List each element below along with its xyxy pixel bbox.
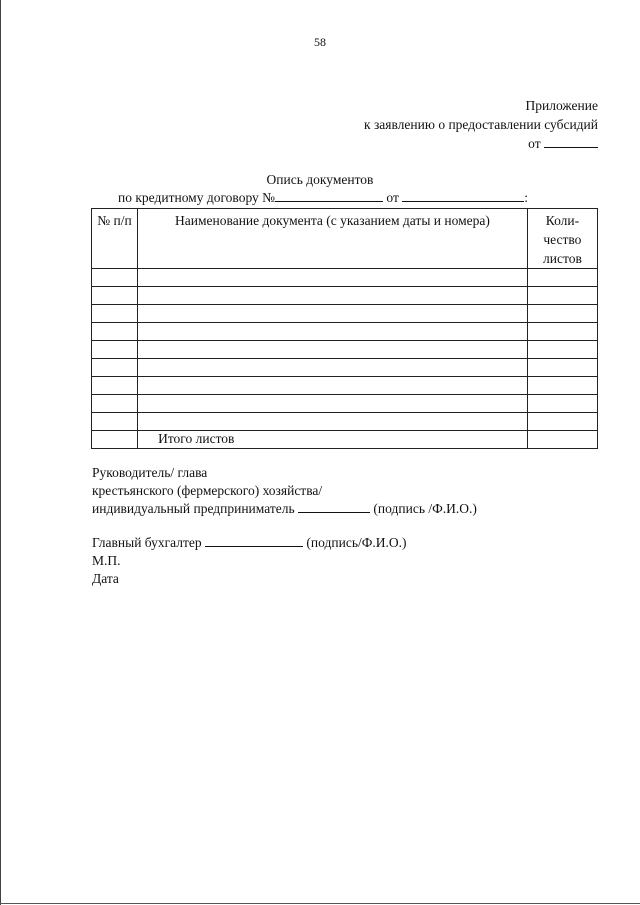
table-header-row — [92, 209, 598, 269]
table-cell — [138, 323, 528, 341]
table-row — [92, 305, 598, 323]
contract-number-blank — [275, 189, 383, 202]
header-number: № п/п — [92, 209, 138, 269]
table-cell — [138, 395, 528, 413]
table-cell — [138, 377, 528, 395]
table-row — [92, 341, 598, 359]
documents-table — [91, 208, 598, 449]
table-cell — [92, 431, 138, 449]
accountant-signature-line — [92, 534, 477, 552]
accountant-signature-caption: (подпись/Ф.И.О.) — [306, 535, 407, 550]
header-document-name: Наименование документа (с указанием даты и номера) — [138, 209, 528, 269]
table-cell — [138, 341, 528, 359]
table-cell — [92, 305, 138, 323]
table-total-row — [92, 431, 598, 449]
table-cell — [527, 269, 597, 287]
table-cell — [92, 377, 138, 395]
appendix-header — [364, 96, 598, 153]
table-row — [92, 269, 598, 287]
table-cell — [527, 395, 597, 413]
table-row — [92, 359, 598, 377]
subtitle-contract-label: по кредитному договору № — [118, 190, 276, 205]
head-signature-caption: (подпись /Ф.И.О.) — [373, 501, 477, 516]
table-cell — [92, 413, 138, 431]
signature-block — [92, 464, 477, 588]
page-number: 58 — [314, 35, 326, 49]
document-subtitle — [118, 189, 528, 206]
head-signature-line — [92, 500, 477, 518]
contract-date-blank — [402, 189, 524, 202]
table-cell — [527, 377, 597, 395]
table-cell — [527, 413, 597, 431]
table-cell — [527, 287, 597, 305]
table-cell — [92, 395, 138, 413]
stamp-label: М.П. — [92, 553, 121, 568]
table-cell — [92, 359, 138, 377]
table-row — [92, 413, 598, 431]
scan-left-edge — [0, 0, 1, 905]
table-cell — [138, 413, 528, 431]
head-title-line2: крестьянского (фермерского) хозяйства/ — [92, 483, 323, 498]
table-cell — [92, 341, 138, 359]
head-title-line1: Руководитель/ глава — [92, 465, 208, 480]
table-row — [92, 323, 598, 341]
accountant-signature-blank — [205, 534, 303, 547]
accountant-label: Главный бухгалтер — [92, 535, 202, 550]
table-cell — [138, 287, 528, 305]
subtitle-colon: : — [524, 190, 529, 205]
appendix-reference: к заявлению о предоставлении субсидий — [364, 117, 598, 132]
total-sheets-label: Итого листов — [138, 431, 528, 449]
table-cell — [138, 305, 528, 323]
date-label: Дата — [92, 571, 119, 586]
head-signature-blank — [298, 500, 370, 513]
appendix-date-label: от — [528, 136, 541, 151]
scan-bottom-edge — [0, 903, 640, 904]
table-row — [92, 287, 598, 305]
table-cell — [92, 269, 138, 287]
table-cell — [138, 359, 528, 377]
table-cell — [527, 305, 597, 323]
appendix-title: Приложение — [525, 98, 598, 113]
table-cell — [92, 323, 138, 341]
table-cell — [527, 359, 597, 377]
document-title: Опись документов — [266, 172, 374, 187]
head-title-line3: индивидуальный предприниматель — [92, 501, 295, 516]
table-row — [92, 377, 598, 395]
table-row — [92, 395, 598, 413]
appendix-date-line — [364, 134, 598, 153]
table-cell — [92, 287, 138, 305]
table-cell — [138, 269, 528, 287]
subtitle-from-label: от — [386, 190, 399, 205]
appendix-date-blank — [544, 135, 598, 148]
header-sheet-count: Коли-чество листов — [527, 209, 597, 269]
table-cell — [527, 341, 597, 359]
table-cell — [527, 323, 597, 341]
total-sheets-value — [527, 431, 597, 449]
